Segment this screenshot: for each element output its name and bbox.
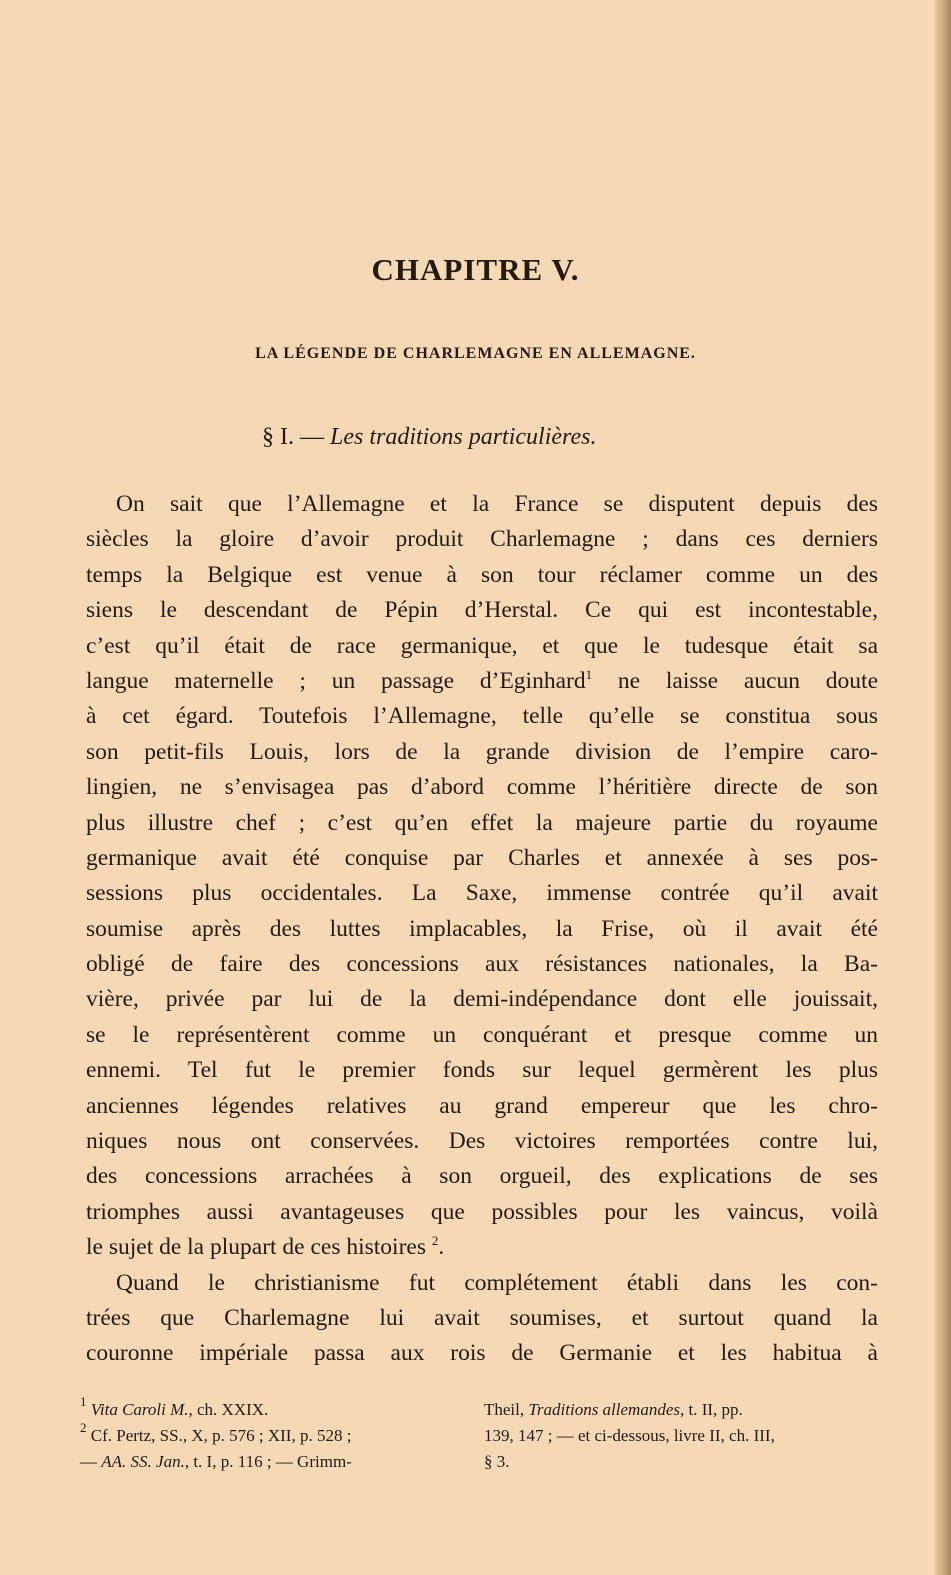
footnote-2-cont: 139, 147 ; — et ci-dessous, livre II, ch. III, — [484, 1426, 775, 1445]
body-line: des concessions arrachées à son orgueil, des explications de ses — [86, 1163, 878, 1190]
body-line: anciennes légendes relatives au grand empereur que les chro- — [86, 1092, 878, 1119]
body-line: c’est qu’il était de race germanique, et que le tudesque était sa — [86, 632, 878, 659]
body-line: siens le descendant de Pépin d’Herstal. Ce qui est incontestable, — [86, 597, 878, 624]
footnote-1 — [80, 1394, 475, 1423]
body-line: son petit-fils Louis, lors de la grande division de l’empire caro- — [86, 738, 878, 765]
body-line: On sait que l’Allemagne et la France se disputent depuis des — [116, 491, 878, 517]
footnote-2-cont — [484, 1397, 884, 1423]
section-heading — [262, 424, 742, 451]
body-line: sessions plus occidentales. La Saxe, immense contrée qu’il avait — [86, 880, 878, 907]
body-line: se le représentèrent comme un conquérant et presque comme un — [86, 1021, 878, 1048]
body-text — [86, 487, 878, 1372]
body-line: niques nous ont conservées. Des victoires remportées contre lui, — [86, 1128, 878, 1155]
footnote-text: , ch. XXIX. — [188, 1400, 269, 1419]
footnote-title: Traditions allemandes — [528, 1400, 680, 1419]
body-line-with-note — [86, 1230, 878, 1265]
footnote-title: AA. SS. Jan. — [101, 1452, 185, 1471]
body-line: triomphes aussi avantageuses que possibles pour les vaincus, voilà — [86, 1198, 878, 1225]
footnote-ref: 2 — [431, 1233, 439, 1249]
footnote-text: Theil, — [484, 1400, 529, 1419]
body-line: à cet égard. Toutefois l’Allemagne, telle qu’elle se constitua sous — [86, 703, 878, 730]
footnote-2-cont: § 3. — [484, 1452, 510, 1471]
footnote-text: , t. I, p. 116 ; — Grimm- — [184, 1452, 352, 1471]
section-title: Les traditions particulières. — [330, 424, 597, 450]
body-line: soumise après des luttes implacables, la Frise, où il avait été — [86, 915, 878, 942]
body-line: obligé de faire des concessions aux résistances nationales, la Ba- — [86, 951, 878, 978]
footnote-title: Vita Caroli M. — [90, 1400, 189, 1419]
footnote-text: , t. II, pp. — [680, 1400, 743, 1419]
body-line: ennemi. Tel fut le premier fonds sur lequel germèrent les plus — [86, 1057, 878, 1084]
body-line-text: le sujet de la plupart de ces histoires — [86, 1234, 426, 1261]
body-line: germanique avait été conquise par Charles et annexée à ses pos- — [86, 844, 878, 871]
chapter-subtitle: LA LÉGENDE DE CHARLEMAGNE EN ALLEMAGNE. — [255, 345, 696, 362]
section-number: § I. — — [262, 424, 324, 450]
page-edge — [935, 0, 951, 1575]
body-line: couronne impériale passa aux rois de Germanie et les habitua à — [86, 1340, 878, 1367]
body-line: lingien, ne s’envisagea pas d’abord comme l’héritière directe de son — [86, 774, 878, 801]
body-line-text: . — [438, 1234, 445, 1261]
footnote-ref: 1 — [585, 666, 593, 682]
footnote-text: Cf. Pertz, SS., X, p. 576 ; XII, p. 528 ; — [90, 1426, 352, 1445]
body-line: plus illustre chef ; c’est qu’en effet la majeure partie du royaume — [86, 809, 878, 836]
body-line: vière, privée par lui de la demi-indépendance dont elle jouissait, — [86, 986, 878, 1013]
body-line-with-note — [86, 664, 878, 699]
body-line-text: ne laisse aucun doute — [617, 667, 878, 694]
footnote-marker: 1 — [80, 1394, 87, 1409]
footnote-2-cont — [80, 1449, 475, 1475]
chapter-title: CHAPITRE V. — [371, 252, 580, 287]
footnotes-left-column — [80, 1394, 475, 1475]
body-line: temps la Belgique est venue à son tour réclamer comme un des — [86, 561, 878, 588]
body-line-text: langue maternelle ; un passage d’Eginhard — [86, 667, 586, 694]
body-line: trées que Charlemagne lui avait soumises, et surtout quand la — [86, 1304, 878, 1331]
footnotes-right-column — [484, 1397, 884, 1475]
footnote-text: — — [80, 1452, 102, 1471]
footnote-2 — [80, 1420, 475, 1449]
footnote-marker: 2 — [80, 1420, 87, 1435]
body-line: siècles la gloire d’avoir produit Charlemagne ; dans ces derniers — [86, 526, 878, 553]
body-line: Quand le christianisme fut complétement établi dans les con- — [116, 1269, 878, 1296]
